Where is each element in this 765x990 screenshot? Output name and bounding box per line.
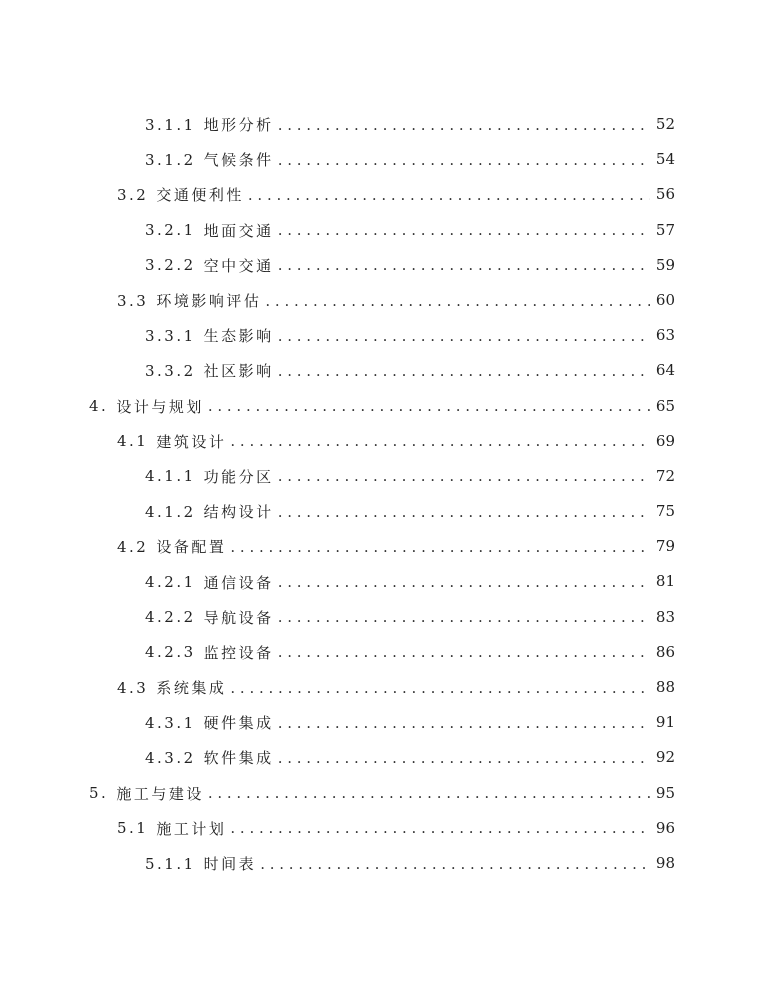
toc-page-number: 59 bbox=[650, 248, 675, 283]
dot-leader bbox=[278, 327, 675, 345]
toc-entry-title: 施工计划 bbox=[156, 819, 227, 838]
dot-leader bbox=[278, 221, 675, 239]
dot-leader bbox=[230, 432, 675, 450]
toc-entry-number: 3.3.1 bbox=[145, 326, 196, 345]
toc-page-number: 86 bbox=[650, 635, 675, 670]
toc-entry[interactable] bbox=[0, 459, 765, 494]
toc-entry-title: 设计与规划 bbox=[116, 397, 204, 416]
toc-page-number: 81 bbox=[650, 564, 675, 599]
toc-entry-title: 建筑设计 bbox=[156, 432, 227, 451]
dot-leader bbox=[230, 538, 675, 556]
toc-entry-number: 4.1.2 bbox=[145, 502, 196, 521]
toc-entry-title: 环境影响评估 bbox=[156, 292, 262, 311]
toc-page-number: 69 bbox=[650, 424, 675, 459]
toc-entry-number: 3.2.1 bbox=[145, 221, 196, 240]
toc-entry[interactable] bbox=[0, 318, 765, 353]
toc-entry-number: 4.3 bbox=[117, 678, 149, 697]
toc-page-number: 88 bbox=[650, 670, 675, 705]
toc-entry[interactable] bbox=[0, 107, 765, 142]
toc-entry[interactable] bbox=[0, 776, 765, 811]
toc-page-number: 63 bbox=[650, 318, 675, 353]
toc-entry-title: 结构设计 bbox=[203, 503, 274, 522]
toc-entry[interactable] bbox=[0, 424, 765, 459]
toc-entry-title: 空中交通 bbox=[203, 256, 274, 275]
toc-entry-title: 设备配置 bbox=[156, 538, 227, 557]
dot-leader bbox=[278, 608, 675, 626]
toc-entry[interactable] bbox=[0, 635, 765, 670]
toc-entry-number: 3.3 bbox=[117, 291, 149, 310]
toc-entry[interactable] bbox=[0, 494, 765, 529]
toc-page-number: 60 bbox=[650, 283, 675, 318]
dot-leader bbox=[278, 503, 675, 521]
toc-entry[interactable] bbox=[0, 248, 765, 283]
toc-page-number: 96 bbox=[650, 811, 675, 846]
toc-page-number: 52 bbox=[650, 107, 675, 142]
toc-entry[interactable] bbox=[0, 811, 765, 846]
toc-entry[interactable] bbox=[0, 213, 765, 248]
toc-entry[interactable] bbox=[0, 670, 765, 705]
dot-leader bbox=[265, 292, 675, 310]
toc-entry-title: 通信设备 bbox=[203, 573, 274, 592]
toc-entry[interactable] bbox=[0, 177, 765, 212]
toc-entry-number: 5.1.1 bbox=[145, 854, 196, 873]
toc-entry-title: 地形分析 bbox=[203, 116, 274, 135]
toc-page-number: 83 bbox=[650, 600, 675, 635]
toc-entry-number: 3.1.1 bbox=[145, 115, 196, 134]
toc-entry-title: 软件集成 bbox=[203, 749, 274, 768]
toc-entry-number: 3.1.2 bbox=[145, 150, 196, 169]
dot-leader bbox=[278, 573, 675, 591]
dot-leader bbox=[278, 714, 675, 732]
toc-entry-title: 社区影响 bbox=[203, 362, 274, 381]
toc-page-number: 64 bbox=[650, 353, 675, 388]
toc-page-number: 57 bbox=[650, 213, 675, 248]
toc-entry-title: 气候条件 bbox=[203, 151, 274, 170]
toc-entry[interactable] bbox=[0, 846, 765, 881]
toc-entry-number: 4. bbox=[89, 397, 109, 416]
toc-entry-number: 3.2 bbox=[117, 185, 149, 204]
toc-entry-number: 4.2 bbox=[117, 537, 149, 556]
toc-entry-number: 4.2.3 bbox=[145, 643, 196, 662]
toc-page-number: 72 bbox=[650, 459, 675, 494]
toc-page-number: 79 bbox=[650, 529, 675, 564]
dot-leader bbox=[278, 362, 675, 380]
toc-entry-number: 4.1.1 bbox=[145, 467, 196, 486]
toc-entry[interactable] bbox=[0, 600, 765, 635]
toc-entry[interactable] bbox=[0, 529, 765, 564]
dot-leader bbox=[248, 186, 675, 204]
toc-entry-title: 生态影响 bbox=[203, 327, 274, 346]
toc-entry-title: 交通便利性 bbox=[156, 186, 244, 205]
toc-page-number: 95 bbox=[650, 776, 675, 811]
dot-leader bbox=[208, 397, 675, 415]
toc-entry[interactable] bbox=[0, 564, 765, 599]
toc-entry-number: 5. bbox=[89, 784, 109, 803]
toc-page-number: 56 bbox=[650, 177, 675, 212]
toc-entry-number: 3.2.2 bbox=[145, 256, 196, 275]
toc-entry-title: 硬件集成 bbox=[203, 714, 274, 733]
toc-page-number: 75 bbox=[650, 494, 675, 529]
dot-leader bbox=[278, 467, 675, 485]
toc-entry-title: 监控设备 bbox=[203, 643, 274, 662]
toc-entry[interactable] bbox=[0, 142, 765, 177]
toc-entry-number: 4.2.2 bbox=[145, 608, 196, 627]
toc-entry-title: 系统集成 bbox=[156, 679, 227, 698]
dot-leader bbox=[278, 116, 675, 134]
toc-page-number: 92 bbox=[650, 740, 675, 775]
dot-leader bbox=[278, 749, 675, 767]
toc-entry-title: 施工与建设 bbox=[116, 784, 204, 803]
toc-entry-number: 4.2.1 bbox=[145, 573, 196, 592]
toc-entry-title: 时间表 bbox=[203, 855, 257, 874]
dot-leader bbox=[260, 855, 675, 873]
toc-entry-title: 导航设备 bbox=[203, 608, 274, 627]
toc-entry-number: 5.1 bbox=[117, 819, 149, 838]
toc-entry-title: 地面交通 bbox=[203, 221, 274, 240]
toc-entry-number: 3.3.2 bbox=[145, 361, 196, 380]
dot-leader bbox=[208, 784, 675, 802]
table-of-contents bbox=[0, 107, 765, 881]
toc-entry[interactable] bbox=[0, 705, 765, 740]
toc-page-number: 65 bbox=[650, 389, 675, 424]
toc-entry[interactable] bbox=[0, 740, 765, 775]
toc-entry-number: 4.3.2 bbox=[145, 748, 196, 767]
dot-leader bbox=[230, 819, 675, 837]
toc-entry-number: 4.1 bbox=[117, 432, 149, 451]
toc-entry[interactable] bbox=[0, 389, 765, 424]
toc-entry[interactable] bbox=[0, 353, 765, 388]
dot-leader bbox=[278, 256, 675, 274]
toc-entry-title: 功能分区 bbox=[203, 467, 274, 486]
toc-entry[interactable] bbox=[0, 283, 765, 318]
dot-leader bbox=[278, 643, 675, 661]
dot-leader bbox=[230, 679, 675, 697]
dot-leader bbox=[278, 151, 675, 169]
toc-entry-number: 4.3.1 bbox=[145, 713, 196, 732]
toc-page-number: 91 bbox=[650, 705, 675, 740]
toc-page-number: 54 bbox=[650, 142, 675, 177]
toc-page-number: 98 bbox=[650, 846, 675, 881]
